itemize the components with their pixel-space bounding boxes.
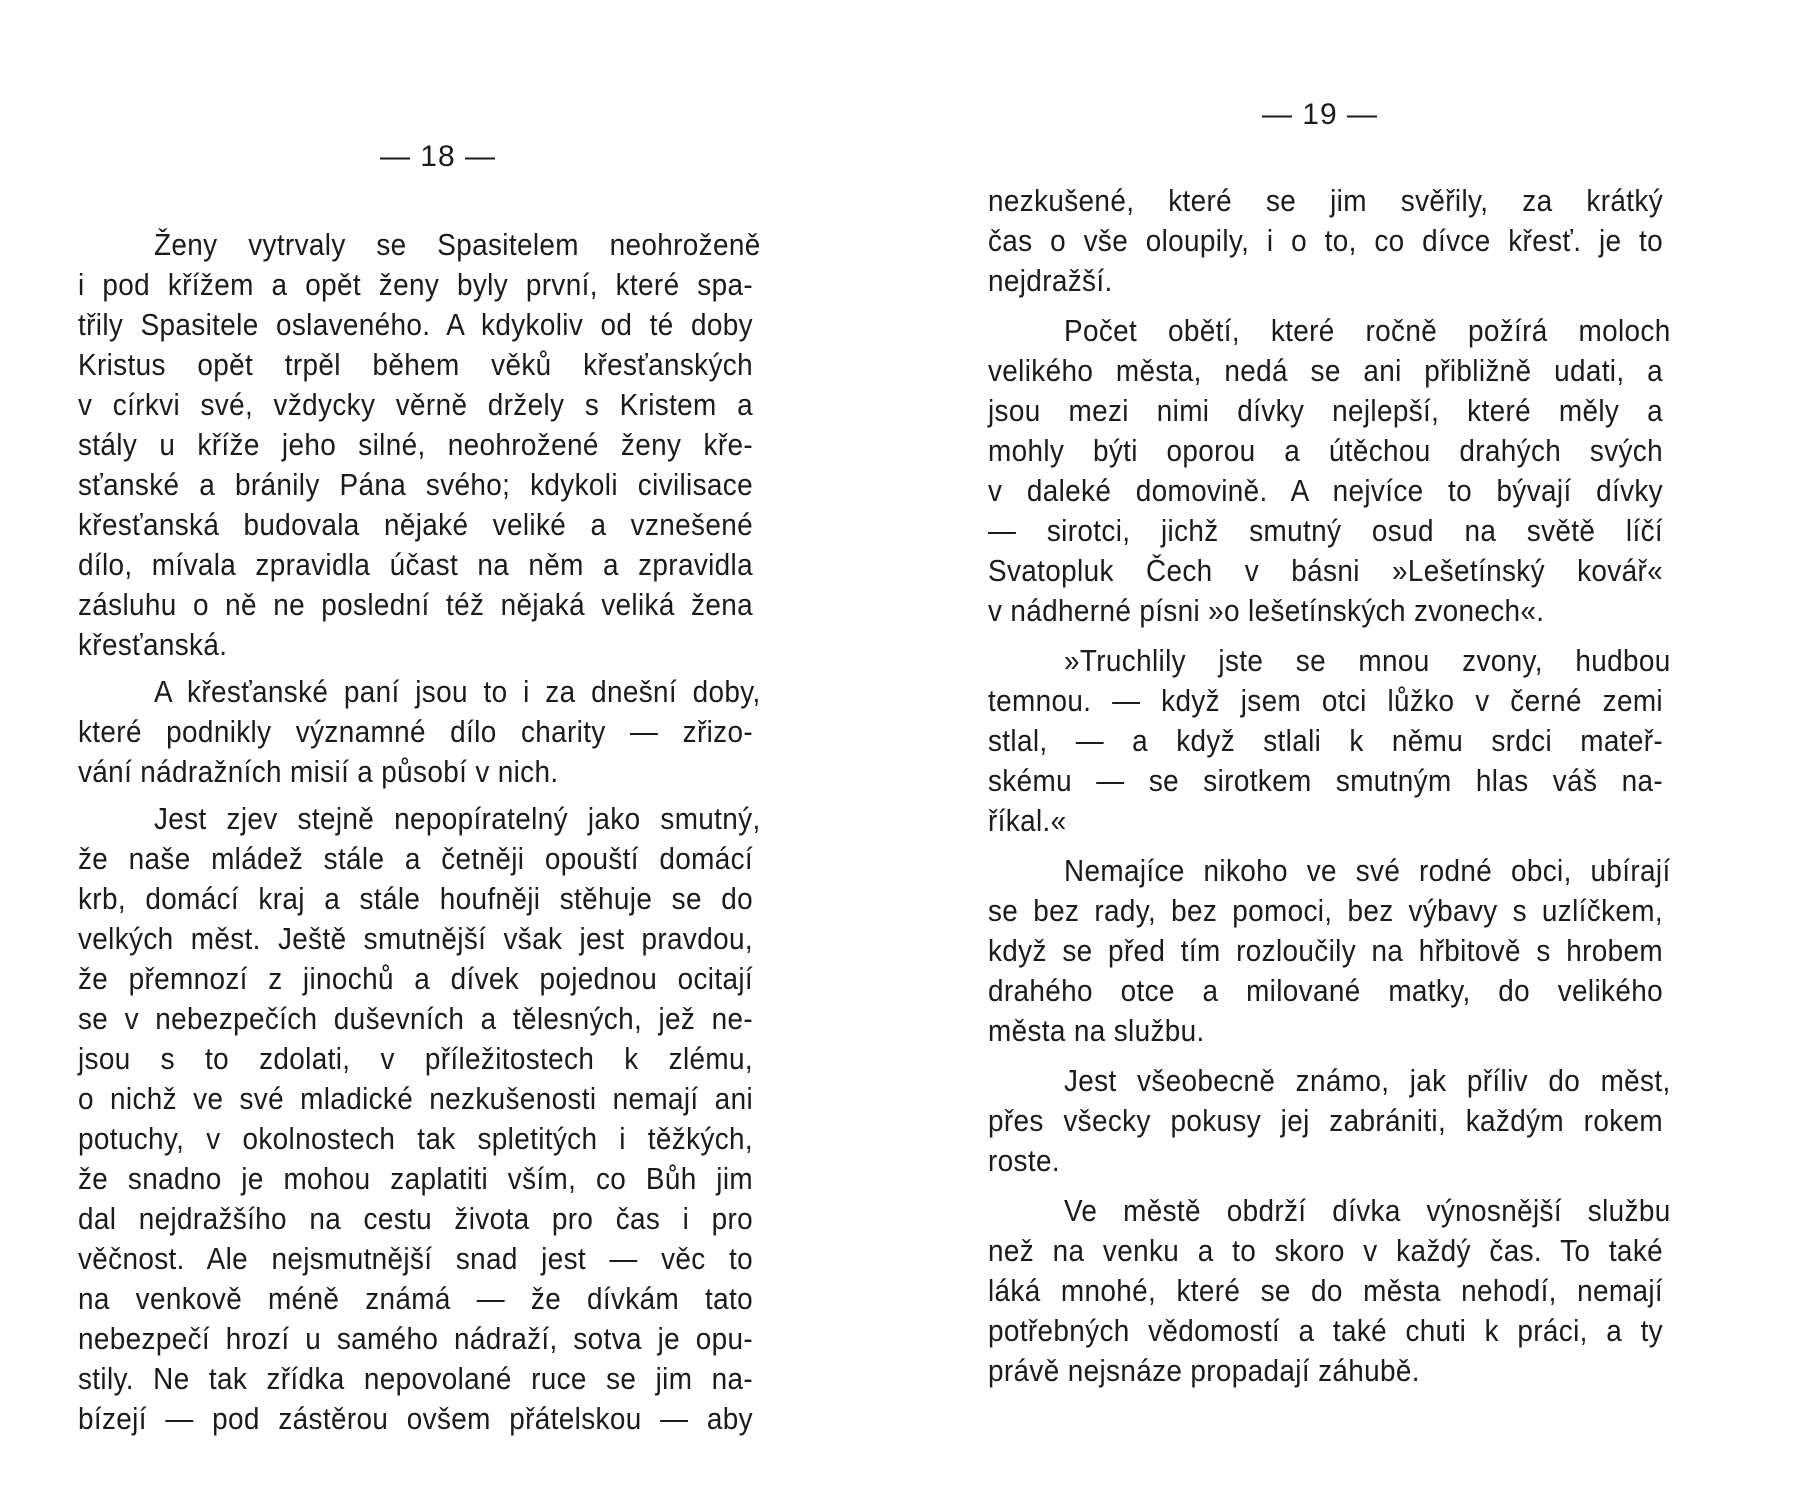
text-line: bízejí — pod zástěrou ovšem přátelskou — aby: [78, 1401, 753, 1436]
text-line: se v nebezpečích duševních a tělesných, jež ne-: [78, 1001, 753, 1036]
text-line: stily. Ne tak zřídka nepovolané ruce se jim na-: [78, 1361, 753, 1396]
text-line: Ve městě obdrží dívka výnosnější službu: [1064, 1193, 1671, 1228]
text-line: nejdražší.: [988, 263, 1113, 298]
text-line: roste.: [988, 1143, 1060, 1178]
text-line: Ženy vytrvaly se Spasitelem neohroženě: [154, 227, 761, 262]
text-line: než na venku a to skoro v každý čas. To také: [988, 1233, 1663, 1268]
text-line: láká mnohé, které se do města nehodí, nemají: [988, 1273, 1663, 1308]
text-line: dal nejdražšího na cestu života pro čas i pro: [78, 1201, 753, 1236]
text-line: Kristus opět trpěl během věků křesťanských: [78, 347, 753, 382]
left-page: [78, 0, 838, 1500]
text-line: i pod křížem a opět ženy byly první, které spa-: [78, 267, 753, 302]
text-line: sťanské a bránily Pána svého; kdykoli civilisace: [78, 467, 753, 502]
text-line: drahého otce a milované matky, do velikého: [988, 973, 1663, 1008]
text-line: potřebných vědomostí a také chuti k práci, a ty: [988, 1313, 1663, 1348]
text-line: velikého města, nedá se ani přibližně udati, a: [988, 353, 1663, 388]
text-line: »Truchlily jste se mnou zvony, hudbou: [1064, 643, 1671, 678]
text-line: říkal.«: [988, 803, 1067, 838]
text-line: třily Spasitele oslaveného. A kdykoliv od té doby: [78, 307, 753, 342]
text-line: velkých měst. Ještě smutnější však jest pravdou,: [78, 921, 753, 956]
text-line: jsou s to zdolati, v příležitostech k zlému,: [78, 1041, 753, 1076]
page-number-left: — 18 —: [379, 140, 497, 173]
text-line: o nichž ve své mladické nezkušenosti nemají ani: [78, 1081, 753, 1116]
text-line: křesťanská budovala nějaké veliké a vznešené: [78, 507, 753, 542]
text-line: — sirotci, jichž smutný osud na světě líčí: [988, 513, 1663, 548]
text-line: Svatopluk Čech v básni »Lešetínský kovář«: [988, 553, 1663, 588]
text-line: které podnikly významné dílo charity — zřizo-: [78, 714, 753, 749]
text-line: v daleké domovině. A nejvíce to bývají dívky: [988, 473, 1663, 508]
text-line: na venkově méně známá — že dívkám tato: [78, 1281, 753, 1316]
text-line: Jest všeobecně známo, jak příliv do měst,: [1064, 1063, 1671, 1098]
text-line: Jest zjev stejně nepopíratelný jako smutný,: [154, 801, 761, 836]
text-line: stály u kříže jeho silné, neohrožené ženy kře-: [78, 427, 753, 462]
text-line: A křesťanské paní jsou to i za dnešní doby,: [154, 674, 761, 709]
text-line: věčnost. Ale nejsmutnější snad jest — věc to: [78, 1241, 753, 1276]
right-page: [988, 0, 1748, 1500]
text-line: stlal, — a když stlali k němu srdci mateř-: [988, 723, 1663, 758]
text-line: když se před tím rozloučily na hřbitově s hrobem: [988, 933, 1663, 968]
text-line: křesťanská.: [78, 627, 228, 662]
text-line: vání nádražních misií a působí v nich.: [78, 754, 559, 789]
text-line: Počet obětí, které ročně požírá moloch: [1064, 313, 1671, 348]
text-line: skému — se sirotkem smutným hlas váš na-: [988, 763, 1663, 798]
text-line: nezkušené, které se jim svěřily, za krátký: [988, 183, 1663, 218]
text-line: v církvi své, vždycky věrně držely s Kristem a: [78, 387, 753, 422]
text-line: že snadno je mohou zaplatiti vším, co Bůh jim: [78, 1161, 753, 1196]
text-line: mohly býti oporou a útěchou drahých svých: [988, 433, 1663, 468]
text-line: jsou mezi nimi dívky nejlepší, které měly a: [988, 393, 1663, 428]
text-line: krb, domácí kraj a stále houfněji stěhuje se do: [78, 881, 753, 916]
text-line: čas o vše oloupily, i o to, co dívce křesť. je to: [988, 223, 1663, 258]
text-line: temnou. — když jsem otci lůžko v černé zemi: [988, 683, 1663, 718]
page-number-right: — 19 —: [1261, 98, 1379, 131]
text-line: že přemnozí z jinochů a dívek pojednou ocitají: [78, 961, 753, 996]
text-line: města na službu.: [988, 1013, 1205, 1048]
text-line: nebezpečí hrozí u samého nádraží, sotva je opu-: [78, 1321, 753, 1356]
text-line: se bez rady, bez pomoci, bez výbavy s uzlíčkem,: [988, 893, 1663, 928]
text-line: zásluhu o ně ne poslední též nějaká veliká žena: [78, 587, 753, 622]
text-line: právě nejsnáze propadají záhubě.: [988, 1353, 1420, 1388]
text-line: v nádherné písni »o lešetínských zvonech«.: [988, 593, 1545, 628]
text-line: dílo, mívala zpravidla účast na něm a zpravidla: [78, 547, 753, 582]
text-line: potuchy, v okolnostech tak spletitých i těžkých,: [78, 1121, 753, 1156]
text-line: Nemajíce nikoho ve své rodné obci, ubírají: [1064, 853, 1671, 888]
text-line: přes všecky pokusy jej zabrániti, každým rokem: [988, 1103, 1663, 1138]
text-line: že naše mládež stále a četněji opouští domácí: [78, 841, 753, 876]
